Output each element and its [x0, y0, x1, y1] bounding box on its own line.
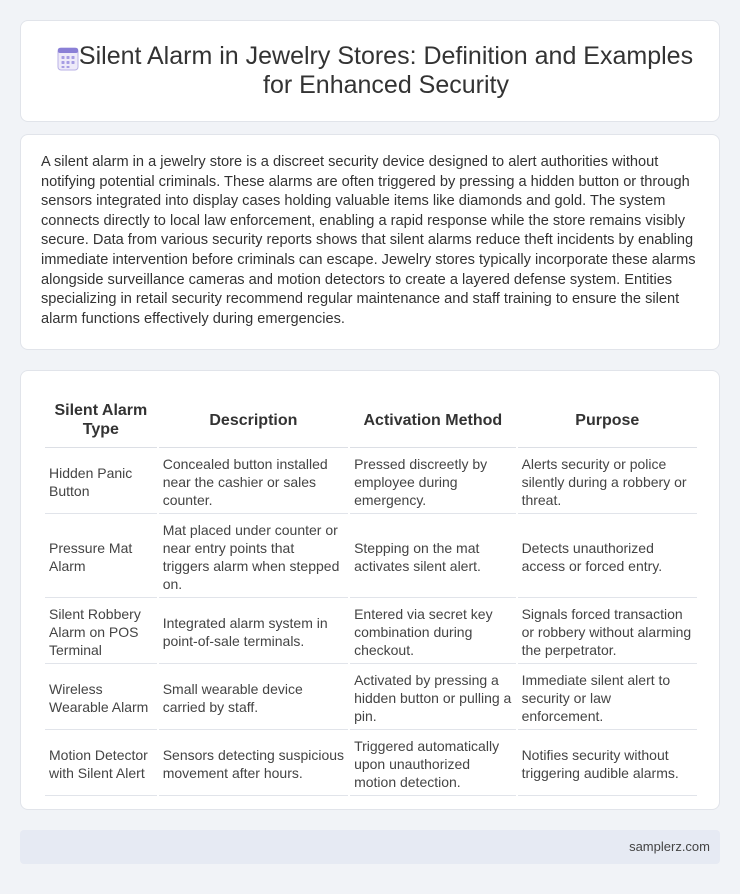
table-row: [45, 600, 697, 664]
footer-bar: [20, 830, 720, 864]
cell-activation-method: Entered via secret key combination during checkout.: [350, 600, 515, 664]
cell-description: Concealed button installed near the cashier or sales counter.: [159, 450, 348, 514]
cell-purpose: Signals forced transaction or robbery without alarming the perpetrator.: [518, 600, 697, 664]
cell-activation-method: Pressed discreetly by employee during emergency.: [350, 450, 515, 514]
cell-description: Mat placed under counter or near entry points that triggers alarm when stepped on.: [159, 516, 348, 598]
table-row: [45, 516, 697, 598]
cell-activation-method: Triggered automatically upon unauthorized motion detection.: [350, 732, 515, 796]
intro-card: [20, 134, 720, 350]
cell-alarm-type: Pressure Mat Alarm: [45, 516, 157, 598]
silent-alarm-table: [43, 391, 699, 798]
cell-description: Sensors detecting suspicious movement after hours.: [159, 732, 348, 796]
header-purpose: Purpose: [518, 393, 697, 448]
cell-purpose: Immediate silent alert to security or law enforcement.: [518, 666, 697, 730]
cell-activation-method: Stepping on the mat activates silent alert.: [350, 516, 515, 598]
table-row: [45, 732, 697, 796]
cell-purpose: Notifies security without triggering audible alarms.: [518, 732, 697, 796]
table-row: [45, 666, 697, 730]
cell-alarm-type: Silent Robbery Alarm on POS Terminal: [45, 600, 157, 664]
header-card: [20, 20, 720, 122]
table-card: [20, 370, 720, 810]
header-description: Description: [159, 393, 348, 448]
table-row: [45, 450, 697, 514]
header-activation-method: Activation Method: [350, 393, 515, 448]
cell-purpose: Alerts security or police silently during a robbery or threat.: [518, 450, 697, 514]
cell-description: Small wearable device carried by staff.: [159, 666, 348, 730]
cell-description: Integrated alarm system in point-of-sale terminals.: [159, 600, 348, 664]
header-alarm-type: Silent Alarm Type: [45, 393, 157, 448]
table-header-row: [45, 393, 697, 448]
intro-paragraph: A silent alarm in a jewelry store is a discreet security device designed to alert authorities without notifying potential criminals. These alarms are often triggered by pressing a hidden button or through sensors integrated into display cases holding valuable items like diamonds and gold. The system connects directly to local law enforcement, enabling a rapid response while the store remains visibly secure. Data from various security reports shows that silent alarms reduce theft incidents by enabling immediate intervention before criminals can escape. Jewelry stores typically incorporate these alarms alongside surveillance cameras and motion detectors to create a layered defense system. Entities specializing in retail security recommend regular maintenance and staff training to ensure the silent alarm functions effectively during emergencies.: [41, 154, 696, 327]
cell-alarm-type: Hidden Panic Button: [45, 450, 157, 514]
cell-alarm-type: Motion Detector with Silent Alert: [45, 732, 157, 796]
cell-purpose: Detects unauthorized access or forced entry.: [518, 516, 697, 598]
cell-alarm-type: Wireless Wearable Alarm: [45, 666, 157, 730]
footer-site-link[interactable]: samplerz.com: [629, 839, 710, 854]
page-title: Silent Alarm in Jewelry Stores: Definition and Examples for Enhanced Security: [78, 42, 694, 99]
cell-activation-method: Activated by pressing a hidden button or pulling a pin.: [350, 666, 515, 730]
